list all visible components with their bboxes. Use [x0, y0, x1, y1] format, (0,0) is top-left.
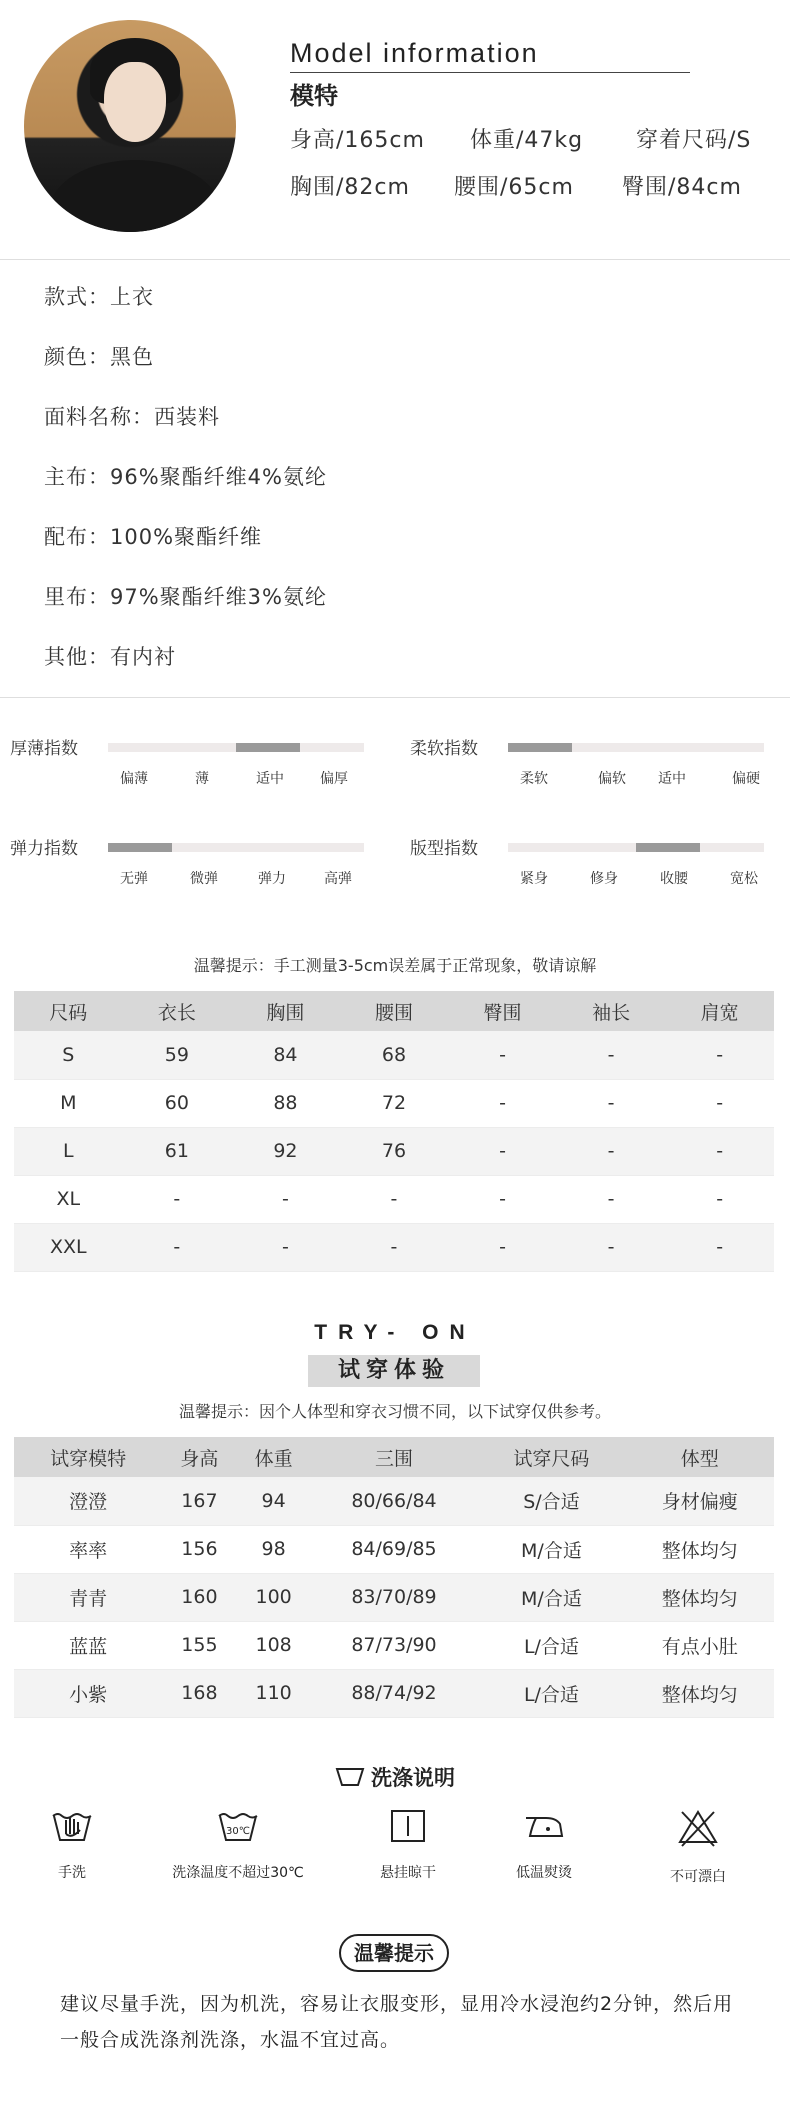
- index-option: 柔软: [520, 771, 548, 787]
- table-cell: -: [665, 1223, 774, 1271]
- table-header-cell: 试穿尺码: [477, 1437, 625, 1477]
- low-iron-icon: [522, 1808, 566, 1844]
- table-cell: 160: [162, 1573, 236, 1621]
- table-cell: -: [665, 1175, 774, 1223]
- table-cell: XXL: [14, 1223, 123, 1271]
- info-color: 颜色：黑色: [44, 345, 154, 369]
- tryon-notice: 温馨提示：因个人体型和穿衣习惯不同，以下试穿仅供参考。: [178, 1402, 611, 1421]
- index-option: 无弹: [120, 871, 148, 887]
- model-height: 身高/165cm: [290, 128, 425, 153]
- table-cell: 68: [340, 1031, 449, 1079]
- table-cell: 有点小肚: [626, 1621, 774, 1669]
- index-option: 高弹: [324, 871, 352, 887]
- table-header-cell: 腰围: [340, 991, 449, 1031]
- table-cell: L: [14, 1127, 123, 1175]
- model-title-underline: [290, 72, 690, 73]
- index-option: 偏硬: [732, 771, 760, 787]
- table-row: [14, 1079, 774, 1127]
- table-header-cell: 体重: [237, 1437, 311, 1477]
- info-main-fabric: 主布：96%聚酯纤维4%氨纶: [44, 465, 327, 489]
- table-cell: -: [448, 1127, 557, 1175]
- wash-30: [158, 1808, 318, 1882]
- index-option: 微弹: [190, 871, 218, 887]
- wash-hand-label: 手洗: [58, 1865, 86, 1881]
- index-option: 适中: [658, 771, 686, 787]
- index-option: 偏厚: [320, 771, 348, 787]
- basin-icon: [335, 1766, 365, 1788]
- table-cell: 94: [237, 1477, 311, 1525]
- tryon-title-cn: 试穿体验: [308, 1355, 480, 1387]
- wash-30-label: 洗涤温度不超过30℃: [172, 1865, 304, 1881]
- table-header-cell: 袖长: [557, 991, 666, 1031]
- table-row: [14, 1031, 774, 1079]
- wash-hand: [0, 1808, 152, 1882]
- table-header-cell: 试穿模特: [14, 1437, 162, 1477]
- table-cell: -: [557, 1223, 666, 1271]
- tip-badge: 温馨提示: [339, 1934, 449, 1972]
- size-table: [14, 991, 774, 1272]
- info-style: 款式：上衣: [44, 285, 154, 309]
- table-row: [14, 1223, 774, 1271]
- table-cell: S: [14, 1031, 123, 1079]
- index-track: [508, 843, 764, 852]
- table-cell: 88: [231, 1079, 340, 1127]
- tryon-title-en: TRY- ON: [314, 1321, 476, 1344]
- table-cell: 84: [231, 1031, 340, 1079]
- index-option: 弹力: [258, 871, 286, 887]
- table-row: [14, 1573, 774, 1621]
- no-bleach-icon: [676, 1808, 720, 1848]
- index-option: 偏薄: [120, 771, 148, 787]
- info-fabric-name: 面料名称：西装料: [44, 405, 220, 429]
- wash-30-icon: [216, 1808, 260, 1844]
- info-lining: 里布：97%聚酯纤维3%氨纶: [44, 585, 327, 609]
- table-cell: 率率: [14, 1525, 162, 1573]
- table-header-cell: 臀围: [448, 991, 557, 1031]
- table-cell: M: [14, 1079, 123, 1127]
- table-cell: 156: [162, 1525, 236, 1573]
- table-cell: 110: [237, 1669, 311, 1717]
- table-header-row: [14, 1437, 774, 1477]
- size-notice: 温馨提示：手工测量3-5cm误差属于正常现象，敬请谅解: [193, 956, 597, 975]
- table-header-row: [14, 991, 774, 1031]
- table-cell: 92: [231, 1127, 340, 1175]
- table-cell: -: [665, 1127, 774, 1175]
- table-cell: 整体均匀: [626, 1525, 774, 1573]
- model-bust: 胸围/82cm: [290, 175, 410, 200]
- table-row: [14, 1669, 774, 1717]
- index-label: 版型指数: [410, 839, 478, 859]
- index-option: 收腰: [660, 871, 688, 887]
- model-avatar: [24, 20, 236, 232]
- hang-dry-icon: [388, 1808, 428, 1844]
- tryon-table: [14, 1437, 774, 1718]
- table-cell: -: [665, 1031, 774, 1079]
- table-header-cell: 体型: [626, 1437, 774, 1477]
- index-label: 弹力指数: [10, 839, 78, 859]
- table-header-cell: 肩宽: [665, 991, 774, 1031]
- table-row: [14, 1525, 774, 1573]
- table-cell: -: [557, 1079, 666, 1127]
- table-cell: -: [557, 1031, 666, 1079]
- table-cell: -: [340, 1175, 449, 1223]
- table-cell: -: [665, 1079, 774, 1127]
- table-cell: 青青: [14, 1573, 162, 1621]
- table-cell: -: [340, 1223, 449, 1271]
- index-fill: [108, 843, 172, 852]
- wash-low-iron: [464, 1808, 624, 1882]
- index-label: 厚薄指数: [10, 739, 78, 759]
- table-header-cell: 三围: [311, 1437, 478, 1477]
- table-cell: L/合适: [477, 1621, 625, 1669]
- table-cell: -: [557, 1175, 666, 1223]
- table-cell: -: [231, 1223, 340, 1271]
- index-label: 柔软指数: [410, 739, 478, 759]
- index-track: [108, 843, 364, 852]
- table-cell: 87/73/90: [311, 1621, 478, 1669]
- index-option: 修身: [590, 871, 618, 887]
- table-cell: 98: [237, 1525, 311, 1573]
- table-cell: 83/70/89: [311, 1573, 478, 1621]
- table-cell: -: [448, 1079, 557, 1127]
- table-cell: M/合适: [477, 1573, 625, 1621]
- wash-title-text: 洗涤说明: [371, 1766, 455, 1790]
- table-cell: -: [448, 1223, 557, 1271]
- table-cell: L/合适: [477, 1669, 625, 1717]
- model-title: Model information: [290, 38, 539, 68]
- table-cell: 身材偏瘦: [626, 1477, 774, 1525]
- info-secondary-fabric: 配布：100%聚酯纤维: [44, 525, 263, 549]
- wash-no-bleach: [618, 1808, 778, 1886]
- model-section: [0, 0, 790, 260]
- index-track: [508, 743, 764, 752]
- table-cell: 整体均匀: [626, 1669, 774, 1717]
- product-info-list: [44, 282, 327, 702]
- wash-no-bleach-label: 不可漂白: [670, 1869, 726, 1885]
- table-row: [14, 1175, 774, 1223]
- model-waist: 腰围/65cm: [454, 175, 574, 200]
- table-cell: -: [123, 1175, 232, 1223]
- tip-text: 建议尽量手洗，因为机洗，容易让衣服变形，显用冷水浸泡约2分钟，然后用一般合成洗涤剂洗涤，水温不宜过高。: [60, 1993, 734, 2051]
- info-other: 其他：有内衬: [44, 645, 176, 669]
- table-cell: 80/66/84: [311, 1477, 478, 1525]
- table-cell: 84/69/85: [311, 1525, 478, 1573]
- table-cell: 小紫: [14, 1669, 162, 1717]
- table-cell: 整体均匀: [626, 1573, 774, 1621]
- model-size: 穿着尺码/S: [636, 128, 752, 153]
- table-cell: 88/74/92: [311, 1669, 478, 1717]
- table-cell: 76: [340, 1127, 449, 1175]
- index-option: 适中: [256, 771, 284, 787]
- table-cell: -: [448, 1031, 557, 1079]
- table-cell: 蓝蓝: [14, 1621, 162, 1669]
- hand-wash-icon: [50, 1808, 94, 1844]
- table-cell: S/合适: [477, 1477, 625, 1525]
- wash-hang-dry-label: 悬挂晾干: [380, 1865, 436, 1881]
- table-cell: 60: [123, 1079, 232, 1127]
- table-row: [14, 1477, 774, 1525]
- table-header-cell: 胸围: [231, 991, 340, 1031]
- model-hip: 臀围/84cm: [622, 175, 742, 200]
- index-fill: [636, 843, 700, 852]
- table-header-cell: 衣长: [123, 991, 232, 1031]
- table-cell: 167: [162, 1477, 236, 1525]
- index-option: 薄: [195, 771, 209, 787]
- table-cell: 59: [123, 1031, 232, 1079]
- table-cell: -: [231, 1175, 340, 1223]
- table-cell: 155: [162, 1621, 236, 1669]
- table-cell: 108: [237, 1621, 311, 1669]
- index-option: 偏软: [598, 771, 626, 787]
- divider: [0, 259, 790, 260]
- table-cell: -: [557, 1127, 666, 1175]
- table-header-cell: 身高: [162, 1437, 236, 1477]
- table-row: [14, 1621, 774, 1669]
- index-option: 宽松: [730, 871, 758, 887]
- index-option: 紧身: [520, 871, 548, 887]
- model-weight: 体重/47kg: [470, 128, 584, 153]
- divider: [0, 697, 790, 698]
- table-row: [14, 1127, 774, 1175]
- table-header-cell: 尺码: [14, 991, 123, 1031]
- index-fill: [236, 743, 300, 752]
- table-cell: M/合适: [477, 1525, 625, 1573]
- table-cell: 168: [162, 1669, 236, 1717]
- table-cell: 72: [340, 1079, 449, 1127]
- index-track: [108, 743, 364, 752]
- table-cell: -: [448, 1175, 557, 1223]
- model-subtitle: 模特: [290, 82, 338, 110]
- table-cell: 100: [237, 1573, 311, 1621]
- index-fill: [508, 743, 572, 752]
- table-cell: 61: [123, 1127, 232, 1175]
- wash-title: [0, 1762, 790, 1792]
- wash-temp-text: 30℃: [226, 1826, 250, 1837]
- table-cell: XL: [14, 1175, 123, 1223]
- table-cell: 澄澄: [14, 1477, 162, 1525]
- table-cell: -: [123, 1223, 232, 1271]
- wash-low-iron-label: 低温熨烫: [516, 1865, 572, 1881]
